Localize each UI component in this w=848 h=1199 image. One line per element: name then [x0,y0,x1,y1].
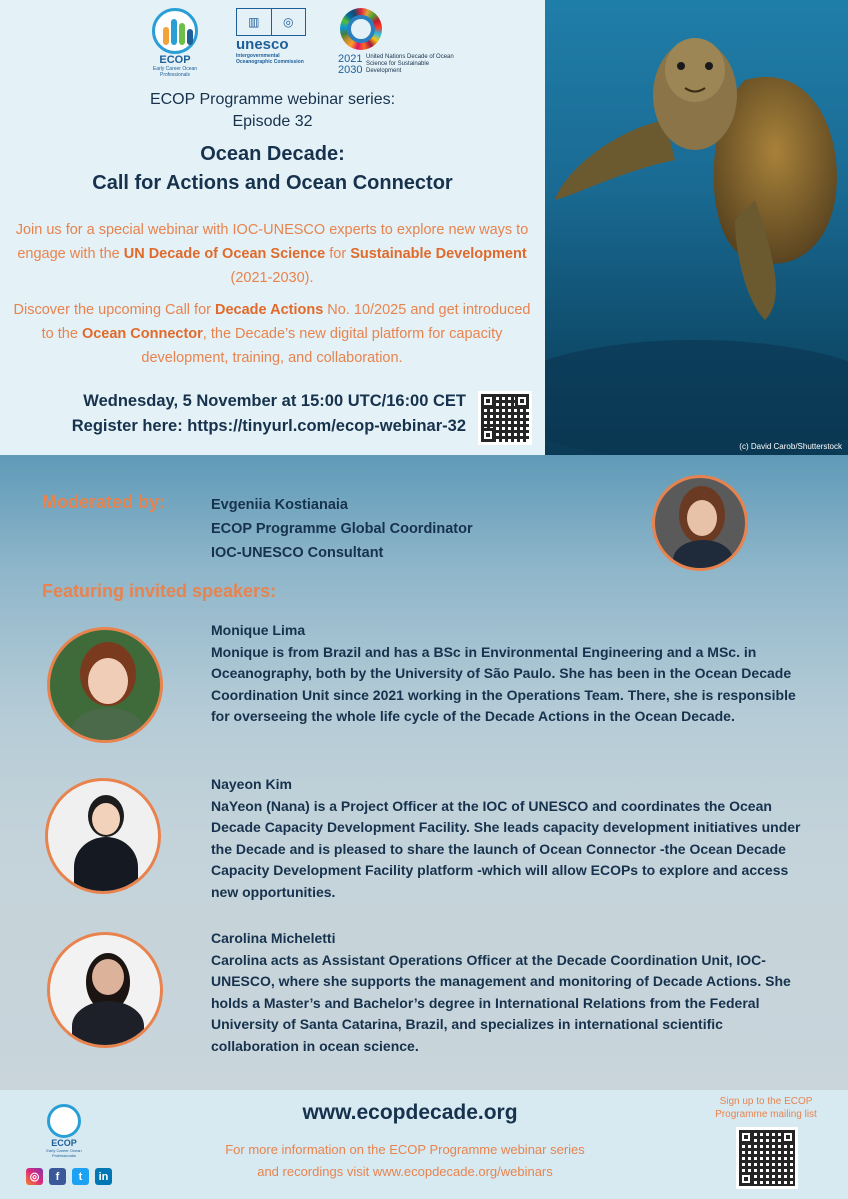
intro-highlight-sustainable: Sustainable Development [350,246,527,262]
moderated-by-label: Moderated by: [42,492,166,512]
unesco-emblem-icon: ▥ ◎ [236,8,306,36]
moderator-role-2: IOC-UNESCO Consultant [211,545,384,561]
intro-highlight-un-decade: UN Decade of Ocean Science [123,246,326,262]
discover-text-c: No. 10/2025 and get introduced to the [41,302,531,342]
mailing-list-label: Sign up to the ECOP Programme mailing list [715,1096,817,1120]
speaker-bio: NaYeon (Nana) is a Project Officer at the IOC of UNESCO and coordinates the Ocean Decade Capacity Development Facility. She leads capacity development initiatives under the Decade and is pleased to share the launch of Ocean Connector -the Ocean Decade Capacity Development Facility platform -which will allow ECOPs to explore and access new opportunities. [211,797,801,900]
title-line-2: Call for Actions and Ocean Connector [92,172,453,194]
series-line-2: Episode 32 [232,113,313,130]
ocean-decade-logo [338,8,468,76]
register-link[interactable]: Register here: https://tinyurl.com/ecop-webinar-32 [71,417,466,435]
footer-ecop-logo-icon [47,1104,81,1138]
ecop-logo [140,8,210,78]
title-line-1: Ocean Decade: [200,143,345,165]
event-date: Wednesday, 5 November at 15:00 UTC/16:00 CET [83,392,466,410]
discover-text-a: Discover the upcoming Call for [13,302,216,318]
unesco-logo-sub: Intergovernmental Oceanographic Commission [236,53,304,65]
footer-info-line-2: and recordings visit www.ecopdecade.org/webinars [257,1164,553,1179]
moderator-info [211,493,473,565]
facebook-icon[interactable]: f [49,1168,66,1185]
instagram-icon[interactable]: ◎ [26,1168,43,1185]
series-heading [0,89,545,133]
website-link[interactable]: www.ecopdecade.org [302,1101,518,1124]
speaker-nayeon [211,774,801,903]
speaker-name: Carolina Micheletti [211,930,336,946]
sea-turtle-illustration [545,0,848,455]
ocean-decade-years: 2021 2030 [338,53,363,76]
header-info-panel [0,0,545,455]
discover-paragraph [12,298,532,370]
footer-info [190,1139,620,1183]
intro-text-a: Join us for a special webinar with IOC-UNESCO experts to explore new ways to engage with the [15,222,529,262]
speaker-monique [211,620,801,728]
partner-logos [140,8,470,84]
intro-paragraph [12,218,532,290]
ocean-decade-wheel-icon [340,8,382,50]
ocean-decade-text: United Nations Decade of Ocean Science for Sustainable Development [366,54,454,74]
moderator-role-1: ECOP Programme Global Coordinator [211,521,473,537]
speaker-name: Nayeon Kim [211,776,292,792]
intro-text-e: (2021-2030). [230,270,314,286]
series-line-1: ECOP Programme webinar series: [149,91,396,108]
speaker-avatar-carolina [47,932,163,1048]
speaker-name: Monique Lima [211,622,306,638]
speaker-carolina [211,928,801,1057]
footer-ecop-logo [42,1104,86,1158]
page-title [0,140,545,198]
footer-logo-name: ECOP [51,1138,77,1148]
footer-info-line-1: For more information on the ECOP Programme webinar series [225,1142,585,1157]
speaker-avatar-monique [47,627,163,743]
ecop-logo-sub: Early Career Ocean Professionals [152,66,198,78]
speaker-avatar-nayeon [45,778,161,894]
footer-logo-sub: Early Career Ocean Professionals [46,1148,82,1158]
photo-credit: (c) David Carob/Shutterstock [739,442,842,451]
speaker-bio: Carolina acts as Assistant Operations Officer at the Decade Coordination Unit, IOC-UNESCO, where she supports the management and monitoring of Decade Actions. She holds a Master’s and Bachelor’s degree in International Relations from the Federal University of Santa Catarina, Brazil, and specializes in international scientific collaboration in ocean science. [211,951,791,1054]
linkedin-icon[interactable]: in [95,1168,112,1185]
moderator-avatar [652,475,748,571]
ecop-logo-icon [152,8,198,54]
featuring-label: Featuring invited speakers: [42,581,277,601]
header-section [0,0,848,455]
mailing-list-qr-code[interactable] [736,1127,798,1189]
unesco-logo [236,8,312,65]
intro-text-c: for [325,246,351,262]
moderator-name: Evgeniia Kostianaia [211,497,348,513]
event-details [0,389,476,439]
unesco-logo-name: unesco [236,36,289,53]
speaker-bio: Monique is from Brazil and has a BSc in Environmental Engineering and a MSc. in Oceanography, both by the University of São Paulo. She has been in the Ocean Decade Coordination Unit since 2021 working in the Operations Team. There, she is responsible for overseeing the whole life cycle of the Decade Actions in the Ocean Decade. [211,643,796,724]
twitter-icon[interactable]: t [72,1168,89,1185]
discover-highlight-ocean-connector: Ocean Connector [81,326,203,342]
discover-highlight-decade-actions: Decade Actions [215,302,324,318]
register-qr-code[interactable] [478,391,532,445]
discover-text-e: , the Decade’s new digital platform for capacity development, training, and collaboration. [141,326,503,366]
social-links [26,1168,112,1185]
ecop-logo-name: ECOP [159,54,191,66]
sea-turtle-photo [545,0,848,455]
